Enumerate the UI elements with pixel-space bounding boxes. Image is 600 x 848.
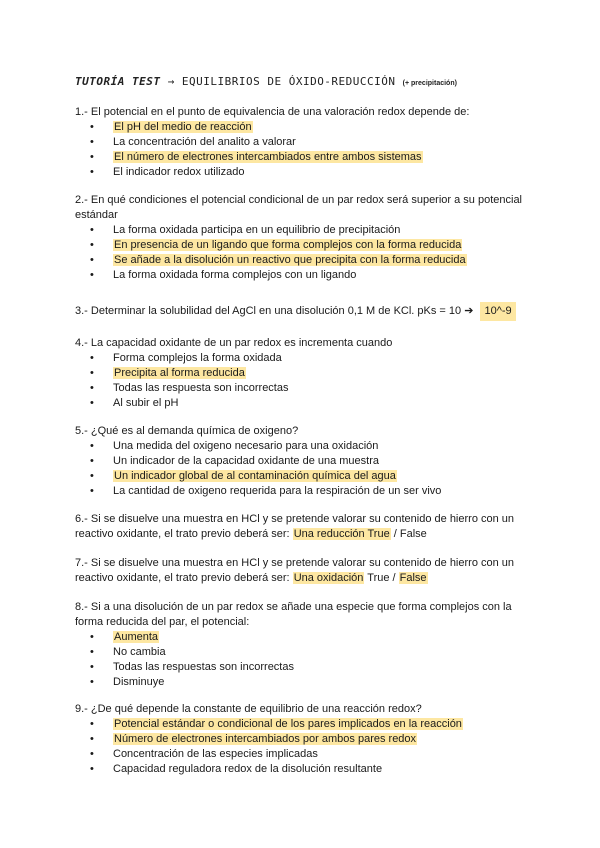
list-item: • La forma oxidada participa en un equilibrio de precipitación [87, 223, 530, 238]
list-item: • Al subir el pH [87, 396, 530, 411]
list-item: • En presencia de un ligando que forma complejos con la forma reducida [87, 238, 530, 253]
page-title [75, 75, 457, 88]
list-item: • Precipita al forma reducida [87, 366, 530, 381]
list-item: • El pH del medio de reacción [87, 120, 530, 135]
list-item: • No cambia [87, 645, 530, 660]
list-item: • La cantidad de oxigeno requerida para la respiración de un ser vivo [87, 484, 530, 499]
list-item: • Todas las respuestas son incorrectas [87, 660, 530, 675]
list-item: • Todas las respuesta son incorrectas [87, 381, 530, 396]
question-8 [75, 600, 530, 690]
option-list [75, 223, 530, 283]
question-text: 8.- Si a una disolución de un par redox se añade una especie que forma complejos con la forma reducida del par, el potencial: [75, 601, 512, 628]
question-6 [75, 512, 530, 542]
question-text: 4.- La capacidad oxidante de un par redox es incrementa cuando [75, 337, 393, 349]
option-list [75, 717, 530, 777]
answer-highlight-false: False [399, 572, 427, 584]
option-list [75, 439, 530, 499]
list-item: • Número de electrones intercambiados por ambos pares redox [87, 732, 530, 747]
answer-highlight: Una oxidación [293, 572, 364, 584]
list-item: • El indicador redox utilizado [87, 165, 530, 180]
list-item: • La concentración del analito a valorar [87, 135, 530, 150]
question-text: 7.- Si se disuelve una muestra en HCl y se pretende valorar su contenido de hierro con un reactivo oxidante, el trato previo deberá ser: Una oxidación True / False [75, 557, 515, 584]
list-item: • Disminuye [87, 675, 530, 690]
question-7 [75, 556, 530, 586]
title-sub: (+ precipitación) [402, 80, 457, 87]
question-3 [75, 302, 530, 321]
list-item: • La forma oxidada forma complejos con un ligando [87, 268, 530, 283]
arrow-icon: ➔ [464, 305, 474, 317]
title-main: EQUILIBRIOS DE ÓXIDO-REDUCCIÓN [181, 75, 396, 88]
question-9 [75, 702, 530, 777]
title-arrow: → [167, 75, 175, 88]
list-item: • Un indicador de la capacidad oxidante de una muestra [87, 454, 530, 469]
question-5 [75, 424, 530, 499]
answer-box: 10^-9 [480, 302, 515, 321]
option-list [75, 120, 530, 180]
question-text: 1.- El potencial en el punto de equivalencia de una valoración redox depende de: [75, 106, 470, 118]
list-item: • Forma complejos la forma oxidada [87, 351, 530, 366]
list-item: • El número de electrones intercambiados entre ambos sistemas [87, 150, 530, 165]
list-item: • Aumenta [87, 630, 530, 645]
option-list [75, 630, 530, 690]
list-item: • Una medida del oxigeno necesario para una oxidación [87, 439, 530, 454]
question-text: 3.- Determinar la solubilidad del AgCl en una disolución 0,1 M de KCl. pKs = 10 ➔ 10^-9 [75, 302, 530, 321]
list-item: • Potencial estándar o condicional de los pares implicados en la reacción [87, 717, 530, 732]
question-text: 5.- ¿Qué es al demanda química de oxigeno? [75, 425, 299, 437]
list-item: • Se añade a la disolución un reactivo que precipita con la forma reducida [87, 253, 530, 268]
question-2 [75, 193, 530, 283]
question-1 [75, 105, 530, 180]
question-4 [75, 336, 530, 411]
list-item: • Capacidad reguladora redox de la disolución resultante [87, 762, 530, 777]
question-text: 2.- En qué condiciones el potencial condicional de un par redox será superior a su potencial estándar [75, 194, 523, 221]
list-item: • Un indicador global de al contaminación química del agua [87, 469, 530, 484]
option-list [75, 351, 530, 411]
answer-highlight: Una reducción True [293, 528, 390, 540]
question-text: 6.- Si se disuelve una muestra en HCl y se pretende valorar su contenido de hierro con un reactivo oxidante, el trato previo deberá ser: Una reducción True / False [75, 513, 515, 540]
list-item: • Concentración de las especies implicadas [87, 747, 530, 762]
question-text: 9.- ¿De qué depende la constante de equilibrio de una reacción redox? [75, 703, 422, 715]
title-prefix: TUTORÍA TEST [75, 75, 161, 88]
